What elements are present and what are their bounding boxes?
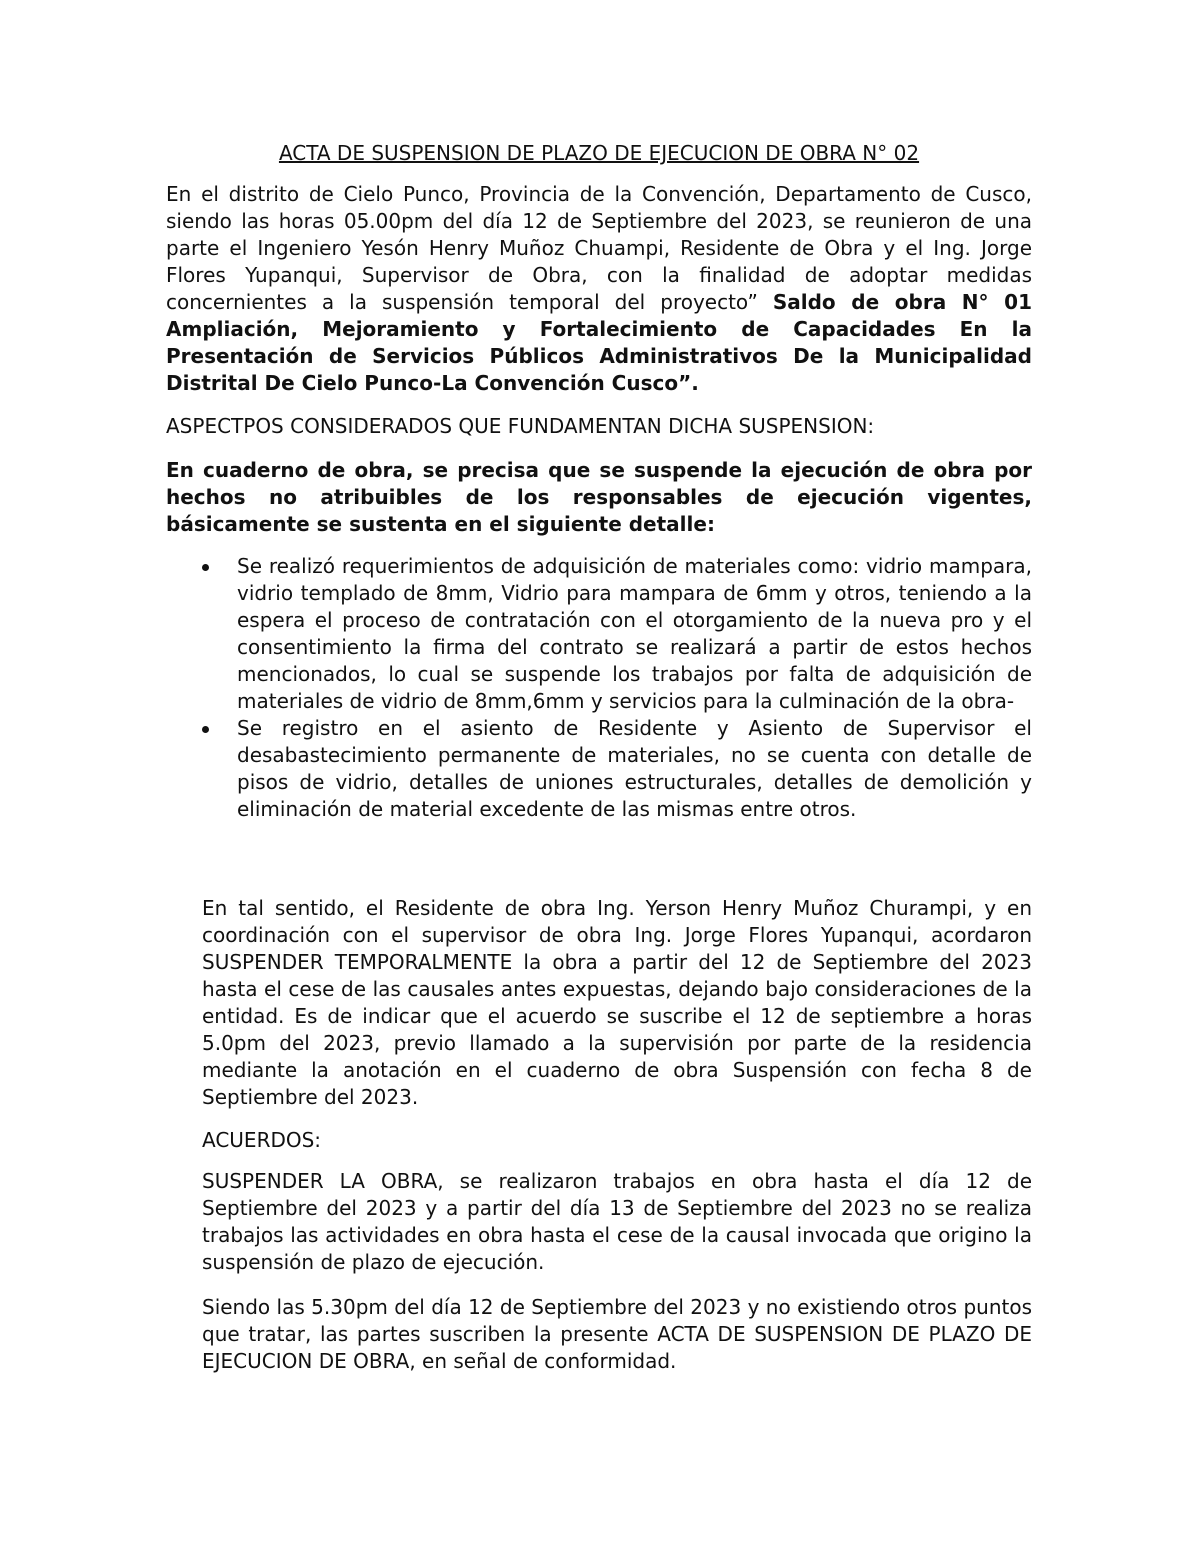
aspects-heading: ASPECTPOS CONSIDERADOS QUE FUNDAMENTAN DICHA SUSPENSION: xyxy=(166,414,875,438)
list-item-text: Se realizó requerimientos de adquisición de materiales como: vidrio mampara, vidrio templado de 8mm, Vidrio para mampara de 6mm y otros, teniendo a la espera el proceso de contratación con el otorgamiento de la nueva pro y el consentimiento la firma del contrato se realizará a partir de estos hechos mencionados, lo cual se suspende los trabajos por falta de adquisición de materiales de vidrio de 8mm,6mm y servicios para la culminación de la obra- xyxy=(237,554,1032,713)
closing-paragraph: Siendo las 5.30pm del día 12 de Septiembre del 2023 y no existiendo otros puntos que tratar, las partes suscriben la presente ACTA DE SUSPENSION DE PLAZO DE EJECUCION DE OBRA, en señal de conformidad. xyxy=(202,1295,1032,1373)
detail-intro-paragraph: En cuaderno de obra, se precisa que se suspende la ejecución de obra por hechos no atribuibles de los responsables de ejecución vigentes, básicamente se sustenta en el siguiente detalle: xyxy=(166,458,1032,536)
acuerdos-paragraph: SUSPENDER LA OBRA, se realizaron trabajos en obra hasta el día 12 de Septiembre del 2023 y a partir del día 13 de Septiembre del 2023 no se realiza trabajos las actividades en obra hasta el cese de la causal invocada que origino la suspensión de plazo de ejecución. xyxy=(202,1169,1032,1274)
list-item xyxy=(166,715,1032,823)
list-item xyxy=(166,553,1032,715)
list-item-text: Se registro en el asiento de Residente y Asiento de Supervisor el desabastecimiento permanente de materiales, no se cuenta con detalle de pisos de vidrio, detalles de uniones estructurales, detalles de demolición y eliminación de material excedente de las mismas entre otros. xyxy=(237,716,1032,821)
intro-text: En el distrito de Cielo Punco, Provincia de la Convención, Departamento de Cusco, siendo las horas 05.00pm del día 12 de Septiembre del 2023, se reunieron de una parte el Ingeniero Yesón Henry Muñoz Chuampi, Residente de Obra y el Ing. Jorge Flores Yupanqui, Supervisor de Obra, con la finalidad de adoptar medidas concernientes a la suspensión temporal del proyecto” xyxy=(166,182,1032,314)
reasons-list xyxy=(166,553,1032,823)
resolution-paragraph: En tal sentido, el Residente de obra Ing. Yerson Henry Muñoz Churampi, y en coordinación con el supervisor de obra Ing. Jorge Flores Yupanqui, acordaron SUSPENDER TEMPORALMENTE la obra a partir del 12 de Septiembre del 2023 hasta el cese de las causales antes expuestas, dejando bajo consideraciones de la entidad. Es de indicar que el acuerdo se suscribe el 12 de septiembre a horas 5.0pm del 2023, previo llamado a la supervisión por parte de la residencia mediante la anotación en el cuaderno de obra Suspensión con fecha 8 de Septiembre del 2023. xyxy=(202,896,1032,1109)
project-name: Saldo de obra N° 01 Ampliación, Mejoramiento y Fortalecimiento de Capacidades En la Presentación de Servicios Públicos Administrativos De la Municipalidad Distrital De Cielo Punco-La Convención Cusco”. xyxy=(166,290,1032,395)
intro-paragraph xyxy=(166,181,1032,397)
bullet-icon xyxy=(202,564,209,571)
document-title: ACTA DE SUSPENSION DE PLAZO DE EJECUCION DE OBRA N° 02 xyxy=(278,141,920,165)
acuerdos-heading: ACUERDOS: xyxy=(202,1128,322,1152)
bullet-icon xyxy=(202,726,209,733)
